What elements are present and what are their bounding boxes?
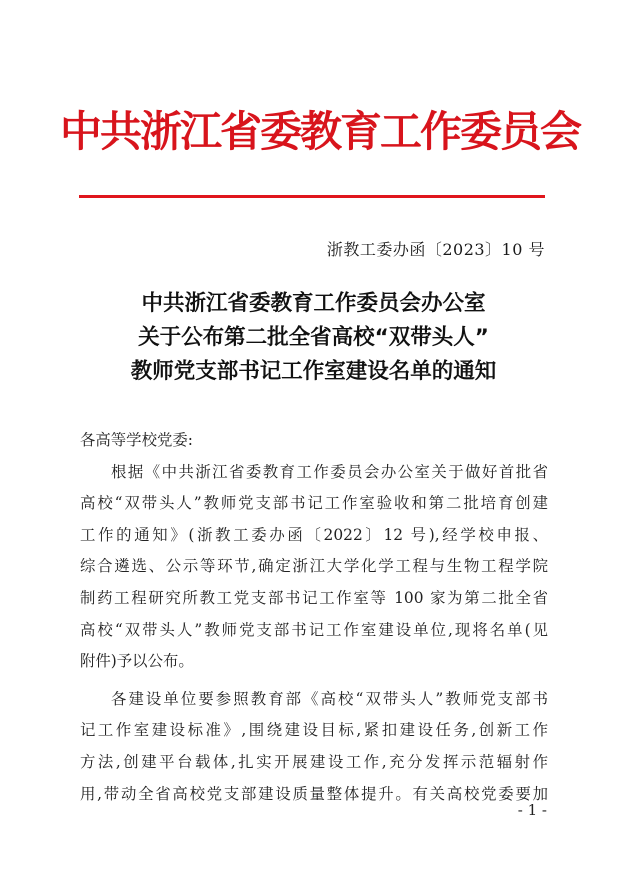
paragraph-1-line: 制药工程研究所教工党支部书记工作室等 100 家为第二批全省 [80,588,548,607]
paragraph-2-line: 记工作室建设标准》,围绕建设目标,紧扣建设任务,创新工作 [80,721,548,740]
document-number: 浙教工委办函〔2023〕10 号 [326,240,545,259]
paragraph-1-line: 高校“双带头人”教师党支部书记工作室建设单位,现将名单(见 [80,620,548,639]
paragraph-1-line: 综合遴选、公示等环节,确定浙江大学化学工程与生物工程学院 [80,557,548,576]
notice-title-line-2: 关于公布第二批全省高校“双带头人” [138,325,489,350]
paragraph-1 [80,457,548,678]
paragraph-2 [80,684,548,810]
notice-title [60,287,567,389]
red-divider-line [79,195,545,198]
paragraph-2-line: 用,带动全省高校党支部建设质量整体提升。有关高校党委要加 [80,784,548,803]
salutation: 各高等学校党委: [80,431,193,449]
masthead-title: 中共浙江省委教育工作委员会 [60,107,581,156]
page-number: - 1 - [517,801,547,819]
paragraph-1-line: 根据《中共浙江省委教育工作委员会办公室关于做好首批省 [111,462,548,481]
notice-title-line-3: 教师党支部书记工作室建设名单的通知 [130,359,497,384]
notice-title-line-1: 中共浙江省委教育工作委员会办公室 [141,291,486,316]
paragraph-1-line: 高校“双带头人”教师党支部书记工作室验收和第二批培育创建 [80,494,548,513]
paragraph-2-line: 各建设单位要参照教育部《高校“双带头人”教师党支部书 [111,689,548,708]
paragraph-1-line: 工作的通知》(浙教工委办函〔2022〕12 号),经学校申报、 [80,525,548,544]
notice-body [80,425,548,810]
paragraph-2-line: 方法,创建平台载体,扎实开展建设工作,充分发挥示范辐射作 [80,752,548,771]
paragraph-1-line: 附件)予以公布。 [80,652,194,671]
